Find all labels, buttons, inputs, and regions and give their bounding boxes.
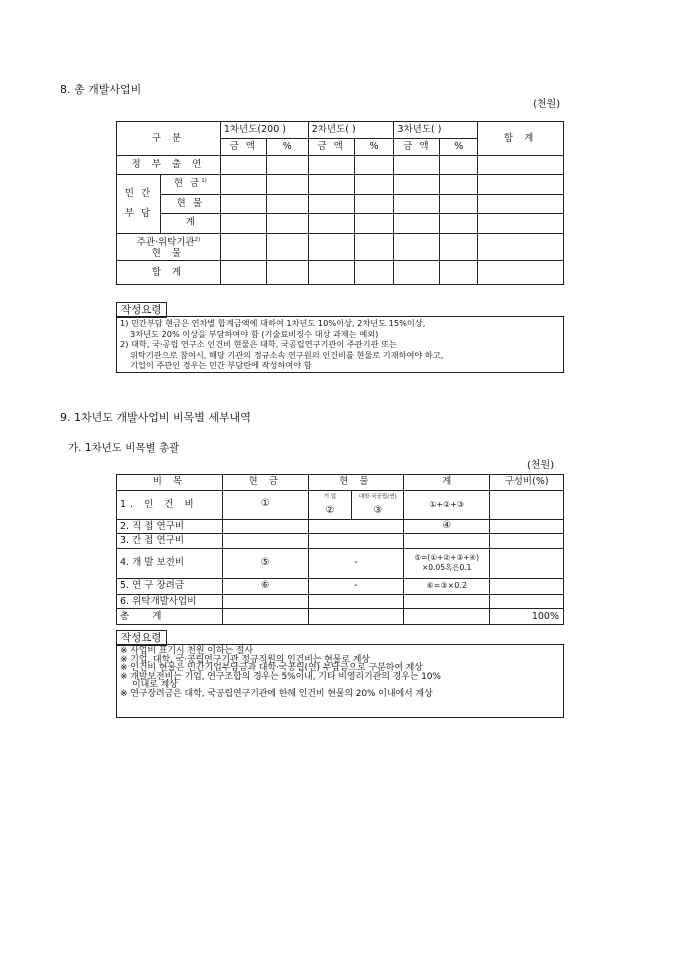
header-year2: 2차년도( )	[308, 122, 394, 139]
row-private: 민 간 부 담	[117, 174, 161, 233]
section9-title: 9. 1차년도 개발사업비 비목별 세부내역	[60, 411, 251, 424]
header-amount-2: 금 액	[308, 139, 354, 156]
section9-unit: (천원)	[527, 460, 555, 471]
personnel-univ: ③	[352, 505, 404, 520]
guide-box-1	[116, 316, 564, 373]
header-amount-1: 금 액	[220, 139, 266, 156]
item-budget-table	[116, 474, 564, 625]
reserve-total: ⑤=(①+②+③+④) ×0.05혹은0.1	[404, 548, 490, 578]
header-percent-3: %	[440, 139, 478, 156]
row-outsourced: 6. 위탁개발사업비	[117, 594, 223, 609]
section9-subtitle: 가. 1차년도 비목별 총괄	[68, 442, 180, 454]
header-category: 구 분	[117, 122, 221, 156]
header-item: 비 목	[117, 475, 223, 491]
personnel-total: ①+②+③	[404, 490, 490, 519]
row-direct: 2. 직 접 연구비	[117, 519, 223, 534]
incentive-total: ⑥=③×0.2	[404, 579, 490, 595]
guide-line: 이내로 계상	[132, 680, 178, 691]
header-year3: 3차년도( )	[394, 122, 478, 139]
row-host: 주관·위탁기관$^{2)}$ 현 물	[117, 233, 221, 261]
section8-unit: (천원)	[533, 99, 561, 110]
header-total: 합 계	[478, 122, 564, 156]
guide-line: 1) 민간부담 현금은 연차별 합계금액에 대하여 1차년도 10%이상, 2차년도 15%이상,	[120, 318, 426, 328]
guide-line: 기업이 주관인 경우는 민간 부담란에 작성하여야 함	[130, 360, 312, 370]
reserve-cash: ⑤	[222, 548, 308, 578]
row-incentive: 5. 연 구 장려금	[117, 579, 223, 595]
guide-line: ※ 사업비 표기시 천원 이하는 절사	[120, 646, 253, 656]
guide-title-2: 작성요령	[116, 630, 167, 646]
personnel-cash: ①	[222, 490, 308, 519]
header-total: 계	[404, 475, 490, 491]
guide-line: ※ 기업, 대학, 국·공립연구기관 정규직원의 인건비는 현물로 계상	[120, 654, 370, 665]
header-amount-3: 금 액	[394, 139, 440, 156]
incentive-inkind: -	[308, 579, 404, 595]
section8-title: 8. 총 개발사업비	[60, 83, 142, 96]
row-inkind: 현 물	[160, 194, 220, 213]
row-gov: 정 부 출 연	[117, 156, 221, 174]
direct-total: ④	[404, 519, 490, 534]
guide-line: 3차년도 20% 이상을 부담하여야 함 (기술료비징수 대상 과제는 예외)	[130, 328, 379, 339]
guide-box-2	[116, 644, 564, 718]
row-sum: 합 계	[117, 261, 221, 285]
header-inkind: 현 물	[308, 475, 404, 491]
total-budget-table	[116, 121, 564, 285]
header-univ: 대학·국공립(연)	[352, 490, 404, 505]
header-ratio: 구성비(%)	[490, 475, 564, 491]
reserve-inkind: -	[308, 548, 404, 578]
header-percent-2: %	[354, 139, 394, 156]
header-year1: 1차년도(200 )	[220, 122, 308, 139]
guide-title-1: 작성요령	[116, 302, 167, 318]
row-indirect: 3. 간 접 연구비	[117, 534, 223, 549]
personnel-company: ②	[308, 505, 352, 520]
row-subtotal: 계	[160, 214, 220, 233]
row-personnel: 1. 인 건 비	[117, 490, 223, 519]
guide-line: ※ 연구장려금은 대학, 국공립연구기관에 한해 인건비 현물의 20% 이내에서 계상	[120, 688, 433, 699]
grand-total-ratio: 100%	[490, 609, 564, 625]
guide-line: 위탁기관으로 참여시, 해당 기관의 정규소속 연구원의 인건비를 현물로 기재하여야 하고,	[130, 349, 444, 360]
row-grand-total: 총 계	[117, 609, 223, 625]
guide-line: 2) 대학, 국·공립 연구소 인건비 현물은 대학, 국공립연구기관이 주관기관 또는	[120, 339, 397, 349]
header-cash: 현 금	[222, 475, 308, 491]
row-cash: 현 금$^{1)}$	[160, 174, 220, 194]
incentive-cash: ⑥	[222, 579, 308, 595]
guide-line: ※ 인건비 현물은 민간기업부담금과 대학·국공립(연) 부담금으로 구분하여 계상	[120, 663, 423, 674]
guide-line: ※ 개발보전비는 기업, 연구조합의 경우는 5%이내, 기타 비영리기관의 경우는 10%	[120, 671, 441, 682]
header-company: 기 업	[308, 490, 352, 505]
row-reserve: 4. 개 발 보전비	[117, 548, 223, 578]
header-percent-1: %	[266, 139, 308, 156]
